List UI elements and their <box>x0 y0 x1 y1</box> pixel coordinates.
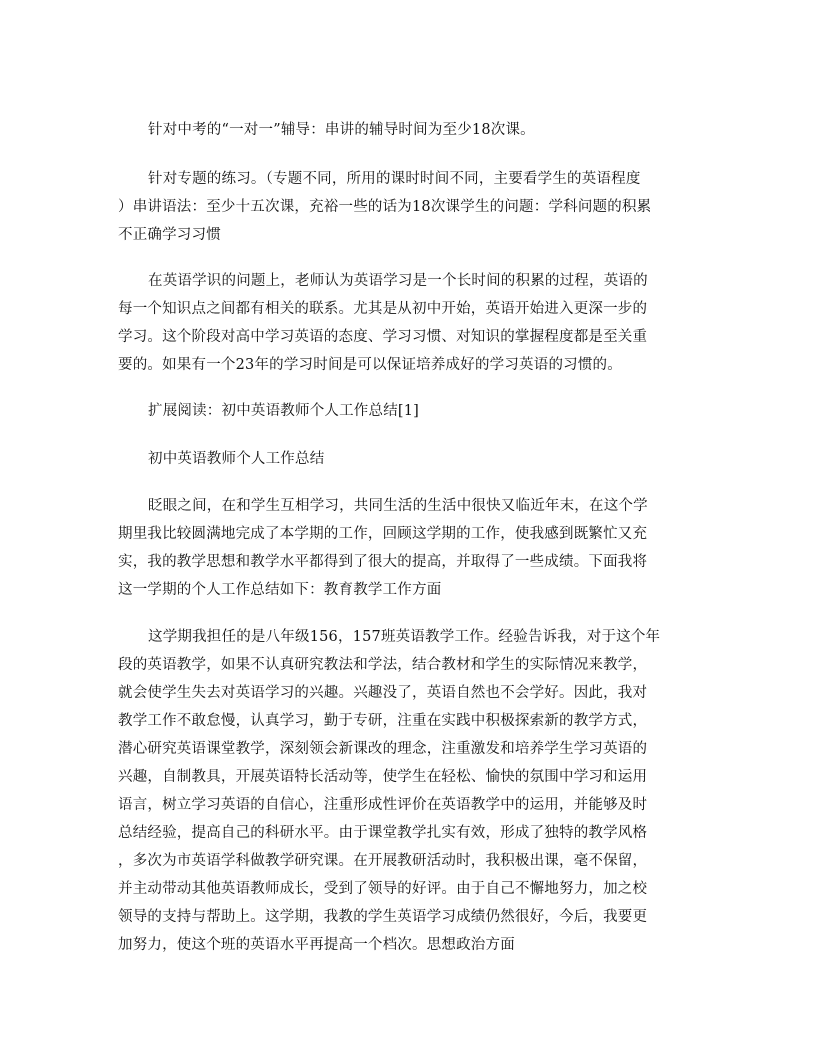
text-line: 不正确学习习惯 <box>118 227 221 243</box>
text-line: 学习。这个阶段对高中学习英语的态度、学习习惯、对知识的掌握程度都是至关重 <box>118 329 648 345</box>
text-line: 教学工作不敢怠慢，认真学习，勤于专研，注重在实践中积极探索新的教学方式， <box>118 713 648 729</box>
text-line: 就会使学生失去对英语学习的兴趣。兴趣没了，英语自然也不会学好。因此，我对 <box>118 685 648 701</box>
text-line: 针对专题的练习。（专题不同，所用的课时时间不同，主要看学生的英语程度 <box>148 171 641 187</box>
text-line: 期里我比较圆满地完成了本学期的工作，回顾这学期的工作，使我感到既繁忙又充 <box>118 526 648 542</box>
text-line: 针对中考的“一对一”辅导：串讲的辅导时间为至少18次课。 <box>148 122 535 138</box>
text-line: 领导的支持与帮助上。这学期，我教的学生英语学习成绩仍然很好，今后，我要更 <box>118 909 648 925</box>
text-line: 实，我的教学思想和教学水平都得到了很大的提高，并取得了一些成绩。下面我将 <box>118 554 648 570</box>
text-line: 加努力，使这个班的英语水平再提高一个档次。思想政治方面 <box>118 937 515 953</box>
text-line: 语言，树立学习英语的自信心，注重形成性评价在英语教学中的运用，并能够及时 <box>118 797 648 813</box>
section-heading: 初中英语教师个人工作总结 <box>148 451 325 467</box>
text-line: 段的英语教学，如果不认真研究教法和学法，结合教材和学生的实际情况来教学， <box>118 657 648 673</box>
text-line: ）串讲语法：至少十五次课，充裕一些的话为18次课学生的问题：学科问题的积累 <box>118 199 652 215</box>
text-line: 潜心研究英语课堂教学，深刻领会新课改的理念，注重激发和培养学生学习英语的 <box>118 741 648 757</box>
text-line: ，多次为市英语学科做教学研究课。在开展教研活动时，我积极出课，毫不保留， <box>118 853 648 869</box>
text-line: 在英语学识的问题上，老师认为英语学习是一个长时间的积累的过程，英语的 <box>148 273 648 289</box>
text-line: 扩展阅读：初中英语教师个人工作总结[1] <box>148 403 420 419</box>
text-line: 并主动带动其他英语教师成长，受到了领导的好评。由于自己不懈地努力，加之校 <box>118 881 648 897</box>
text-line: 总结经验，提高自己的科研水平。由于课堂教学扎实有效，形成了独特的教学风格 <box>118 825 648 841</box>
text-line: 眨眼之间，在和学生互相学习，共同生活的生活中很快又临近年末，在这个学 <box>148 498 648 514</box>
text-line: 这学期我担任的是八年级156，157班英语教学工作。经验告诉我，对于这个年 <box>148 629 661 645</box>
text-line: 每一个知识点之间都有相关的联系。尤其是从初中开始，英语开始进入更深一步的 <box>118 301 648 317</box>
text-line: 兴趣，自制教具，开展英语特长活动等，使学生在轻松、愉快的氛围中学习和运用 <box>118 769 648 785</box>
text-line: 要的。如果有一个23年的学习时间是可以保证培养成好的学习英语的习惯的。 <box>118 357 622 373</box>
text-line: 这一学期的个人工作总结如下：教育教学工作方面 <box>118 582 442 598</box>
